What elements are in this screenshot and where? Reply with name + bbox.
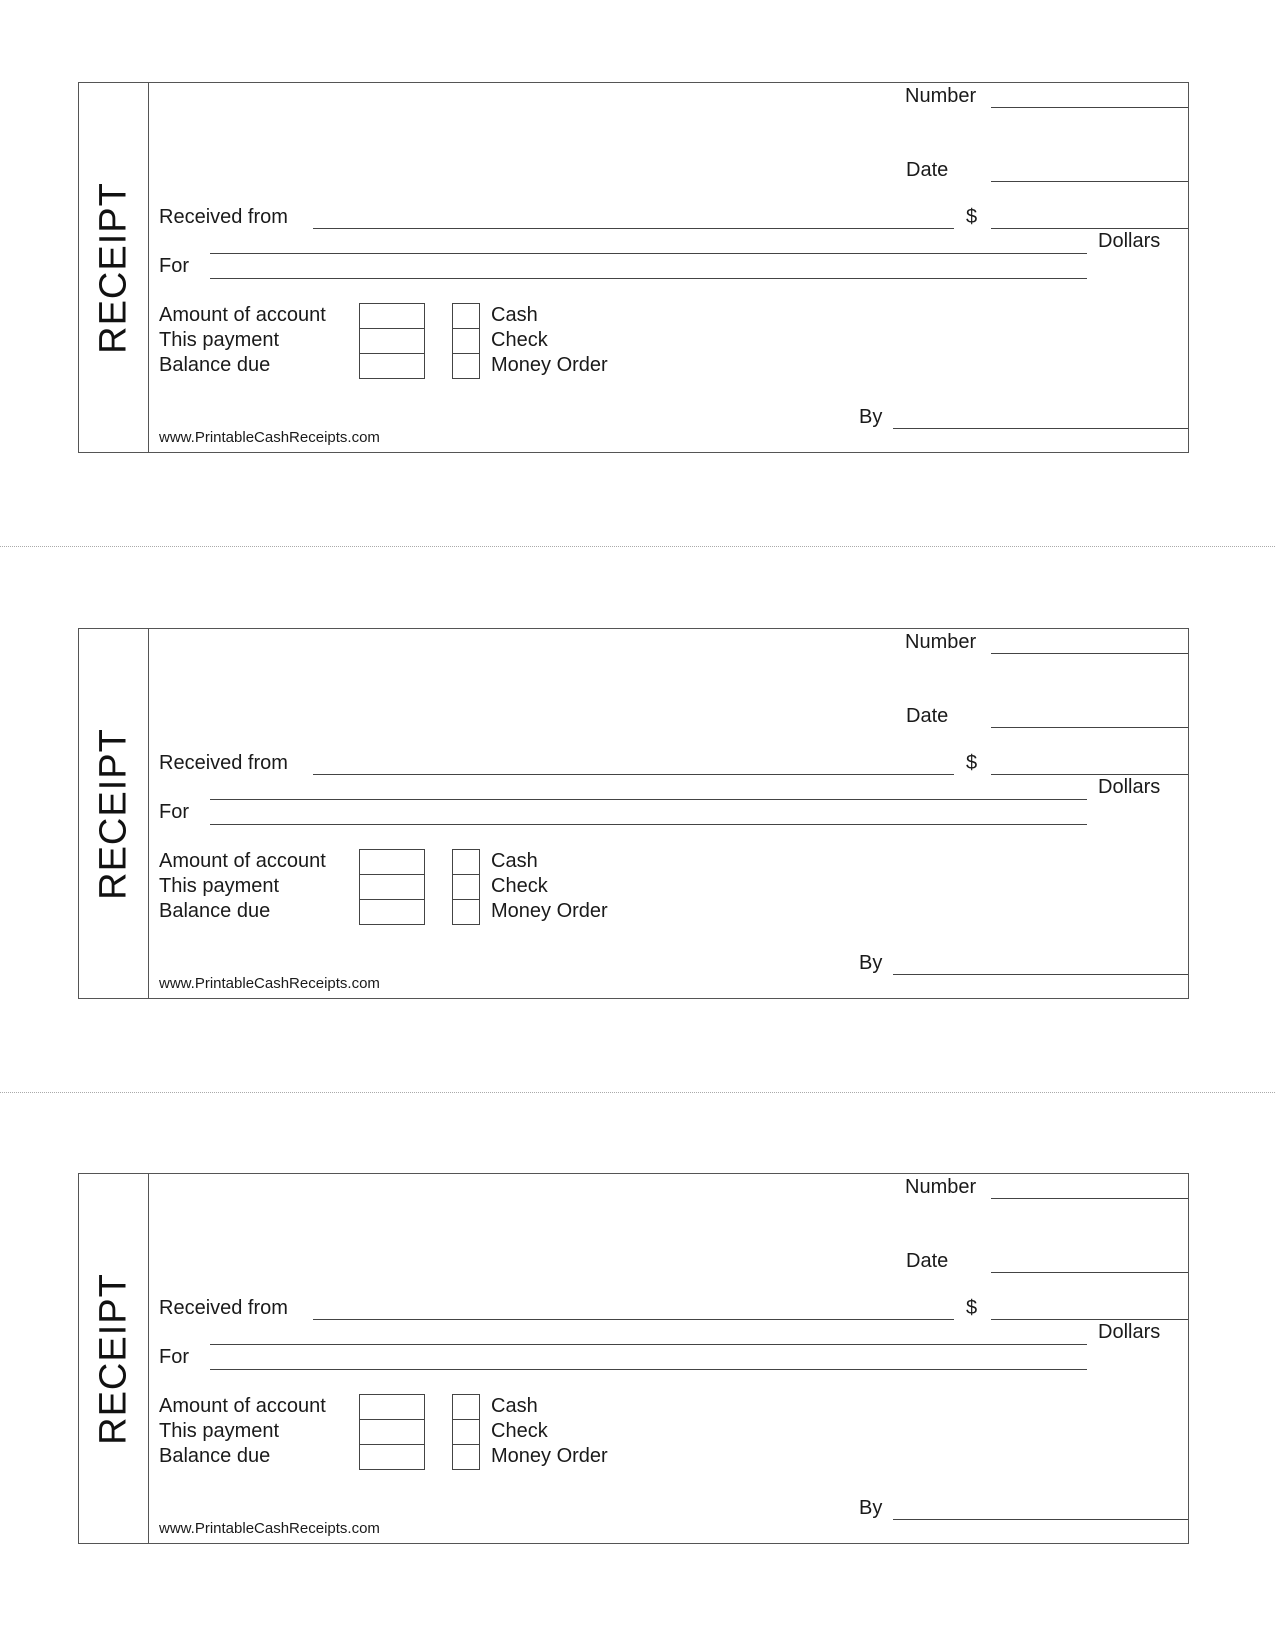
number-label: Number (905, 1176, 977, 1198)
dollar-sign: $ (966, 1297, 978, 1319)
check-checkbox[interactable] (452, 328, 480, 354)
check-label: Check (491, 1420, 548, 1442)
check-label: Check (491, 875, 548, 897)
money-order-checkbox[interactable] (452, 353, 480, 379)
signature-field[interactable] (893, 428, 1188, 429)
received-from-field[interactable] (313, 1319, 954, 1320)
amount-in-words-field[interactable] (210, 1344, 1087, 1345)
cash-label: Cash (491, 850, 538, 872)
receipt-stub (79, 629, 149, 998)
balance-due-label: Balance due (159, 354, 271, 376)
amount-of-account-box[interactable] (359, 1394, 425, 1420)
dollars-label: Dollars (1098, 1321, 1161, 1343)
this-payment-box[interactable] (359, 328, 425, 354)
for-field[interactable] (210, 1369, 1087, 1370)
dollars-label: Dollars (1098, 230, 1161, 252)
for-field[interactable] (210, 824, 1087, 825)
by-label: By (859, 406, 883, 428)
for-label: For (159, 1346, 189, 1368)
money-order-checkbox[interactable] (452, 1444, 480, 1470)
date-field[interactable] (991, 181, 1188, 182)
date-label: Date (906, 1250, 949, 1272)
website-url: www.PrintableCashReceipts.com (159, 975, 380, 992)
check-checkbox[interactable] (452, 1419, 480, 1445)
cut-line (0, 1092, 1275, 1093)
received-from-label: Received from (159, 1297, 288, 1319)
signature-field[interactable] (893, 1519, 1188, 1520)
dollars-label: Dollars (1098, 776, 1161, 798)
money-order-label: Money Order (491, 1445, 608, 1467)
balance-due-label: Balance due (159, 1445, 271, 1467)
website-url: www.PrintableCashReceipts.com (159, 1520, 380, 1537)
cash-checkbox[interactable] (452, 1394, 480, 1420)
cash-label: Cash (491, 1395, 538, 1417)
receipt-3 (78, 1173, 1189, 1544)
amount-of-account-label: Amount of account (159, 850, 326, 872)
this-payment-label: This payment (159, 1420, 280, 1442)
received-from-label: Received from (159, 206, 288, 228)
receipt-stub (79, 83, 149, 452)
amount-in-words-field[interactable] (210, 253, 1087, 254)
date-field[interactable] (991, 727, 1188, 728)
for-label: For (159, 255, 189, 277)
website-url: www.PrintableCashReceipts.com (159, 429, 380, 446)
number-label: Number (905, 85, 977, 107)
date-field[interactable] (991, 1272, 1188, 1273)
number-field[interactable] (991, 1198, 1188, 1199)
number-field[interactable] (991, 653, 1188, 654)
amount-in-words-field[interactable] (210, 799, 1087, 800)
this-payment-label: This payment (159, 875, 280, 897)
number-field[interactable] (991, 107, 1188, 108)
by-label: By (859, 1497, 883, 1519)
cut-line (0, 546, 1275, 547)
cash-checkbox[interactable] (452, 303, 480, 329)
amount-of-account-label: Amount of account (159, 304, 326, 326)
amount-of-account-label: Amount of account (159, 1395, 326, 1417)
balance-due-box[interactable] (359, 899, 425, 925)
dollar-sign: $ (966, 752, 978, 774)
for-field[interactable] (210, 278, 1087, 279)
receipt-title: RECEIPT (92, 728, 135, 900)
receipt-2 (78, 628, 1189, 999)
money-order-label: Money Order (491, 900, 608, 922)
check-label: Check (491, 329, 548, 351)
cash-label: Cash (491, 304, 538, 326)
amount-of-account-box[interactable] (359, 849, 425, 875)
cash-checkbox[interactable] (452, 849, 480, 875)
this-payment-label: This payment (159, 329, 280, 351)
money-order-checkbox[interactable] (452, 899, 480, 925)
amount-of-account-box[interactable] (359, 303, 425, 329)
this-payment-box[interactable] (359, 874, 425, 900)
by-label: By (859, 952, 883, 974)
balance-due-box[interactable] (359, 1444, 425, 1470)
receipt-title: RECEIPT (92, 1273, 135, 1445)
receipt-1 (78, 82, 1189, 453)
balance-due-label: Balance due (159, 900, 271, 922)
received-from-label: Received from (159, 752, 288, 774)
money-order-label: Money Order (491, 354, 608, 376)
this-payment-box[interactable] (359, 1419, 425, 1445)
balance-due-box[interactable] (359, 353, 425, 379)
received-from-field[interactable] (313, 228, 954, 229)
receipt-title: RECEIPT (92, 182, 135, 354)
received-from-field[interactable] (313, 774, 954, 775)
for-label: For (159, 801, 189, 823)
dollar-sign: $ (966, 206, 978, 228)
check-checkbox[interactable] (452, 874, 480, 900)
number-label: Number (905, 631, 977, 653)
signature-field[interactable] (893, 974, 1188, 975)
receipt-stub (79, 1174, 149, 1543)
date-label: Date (906, 159, 949, 181)
date-label: Date (906, 705, 949, 727)
